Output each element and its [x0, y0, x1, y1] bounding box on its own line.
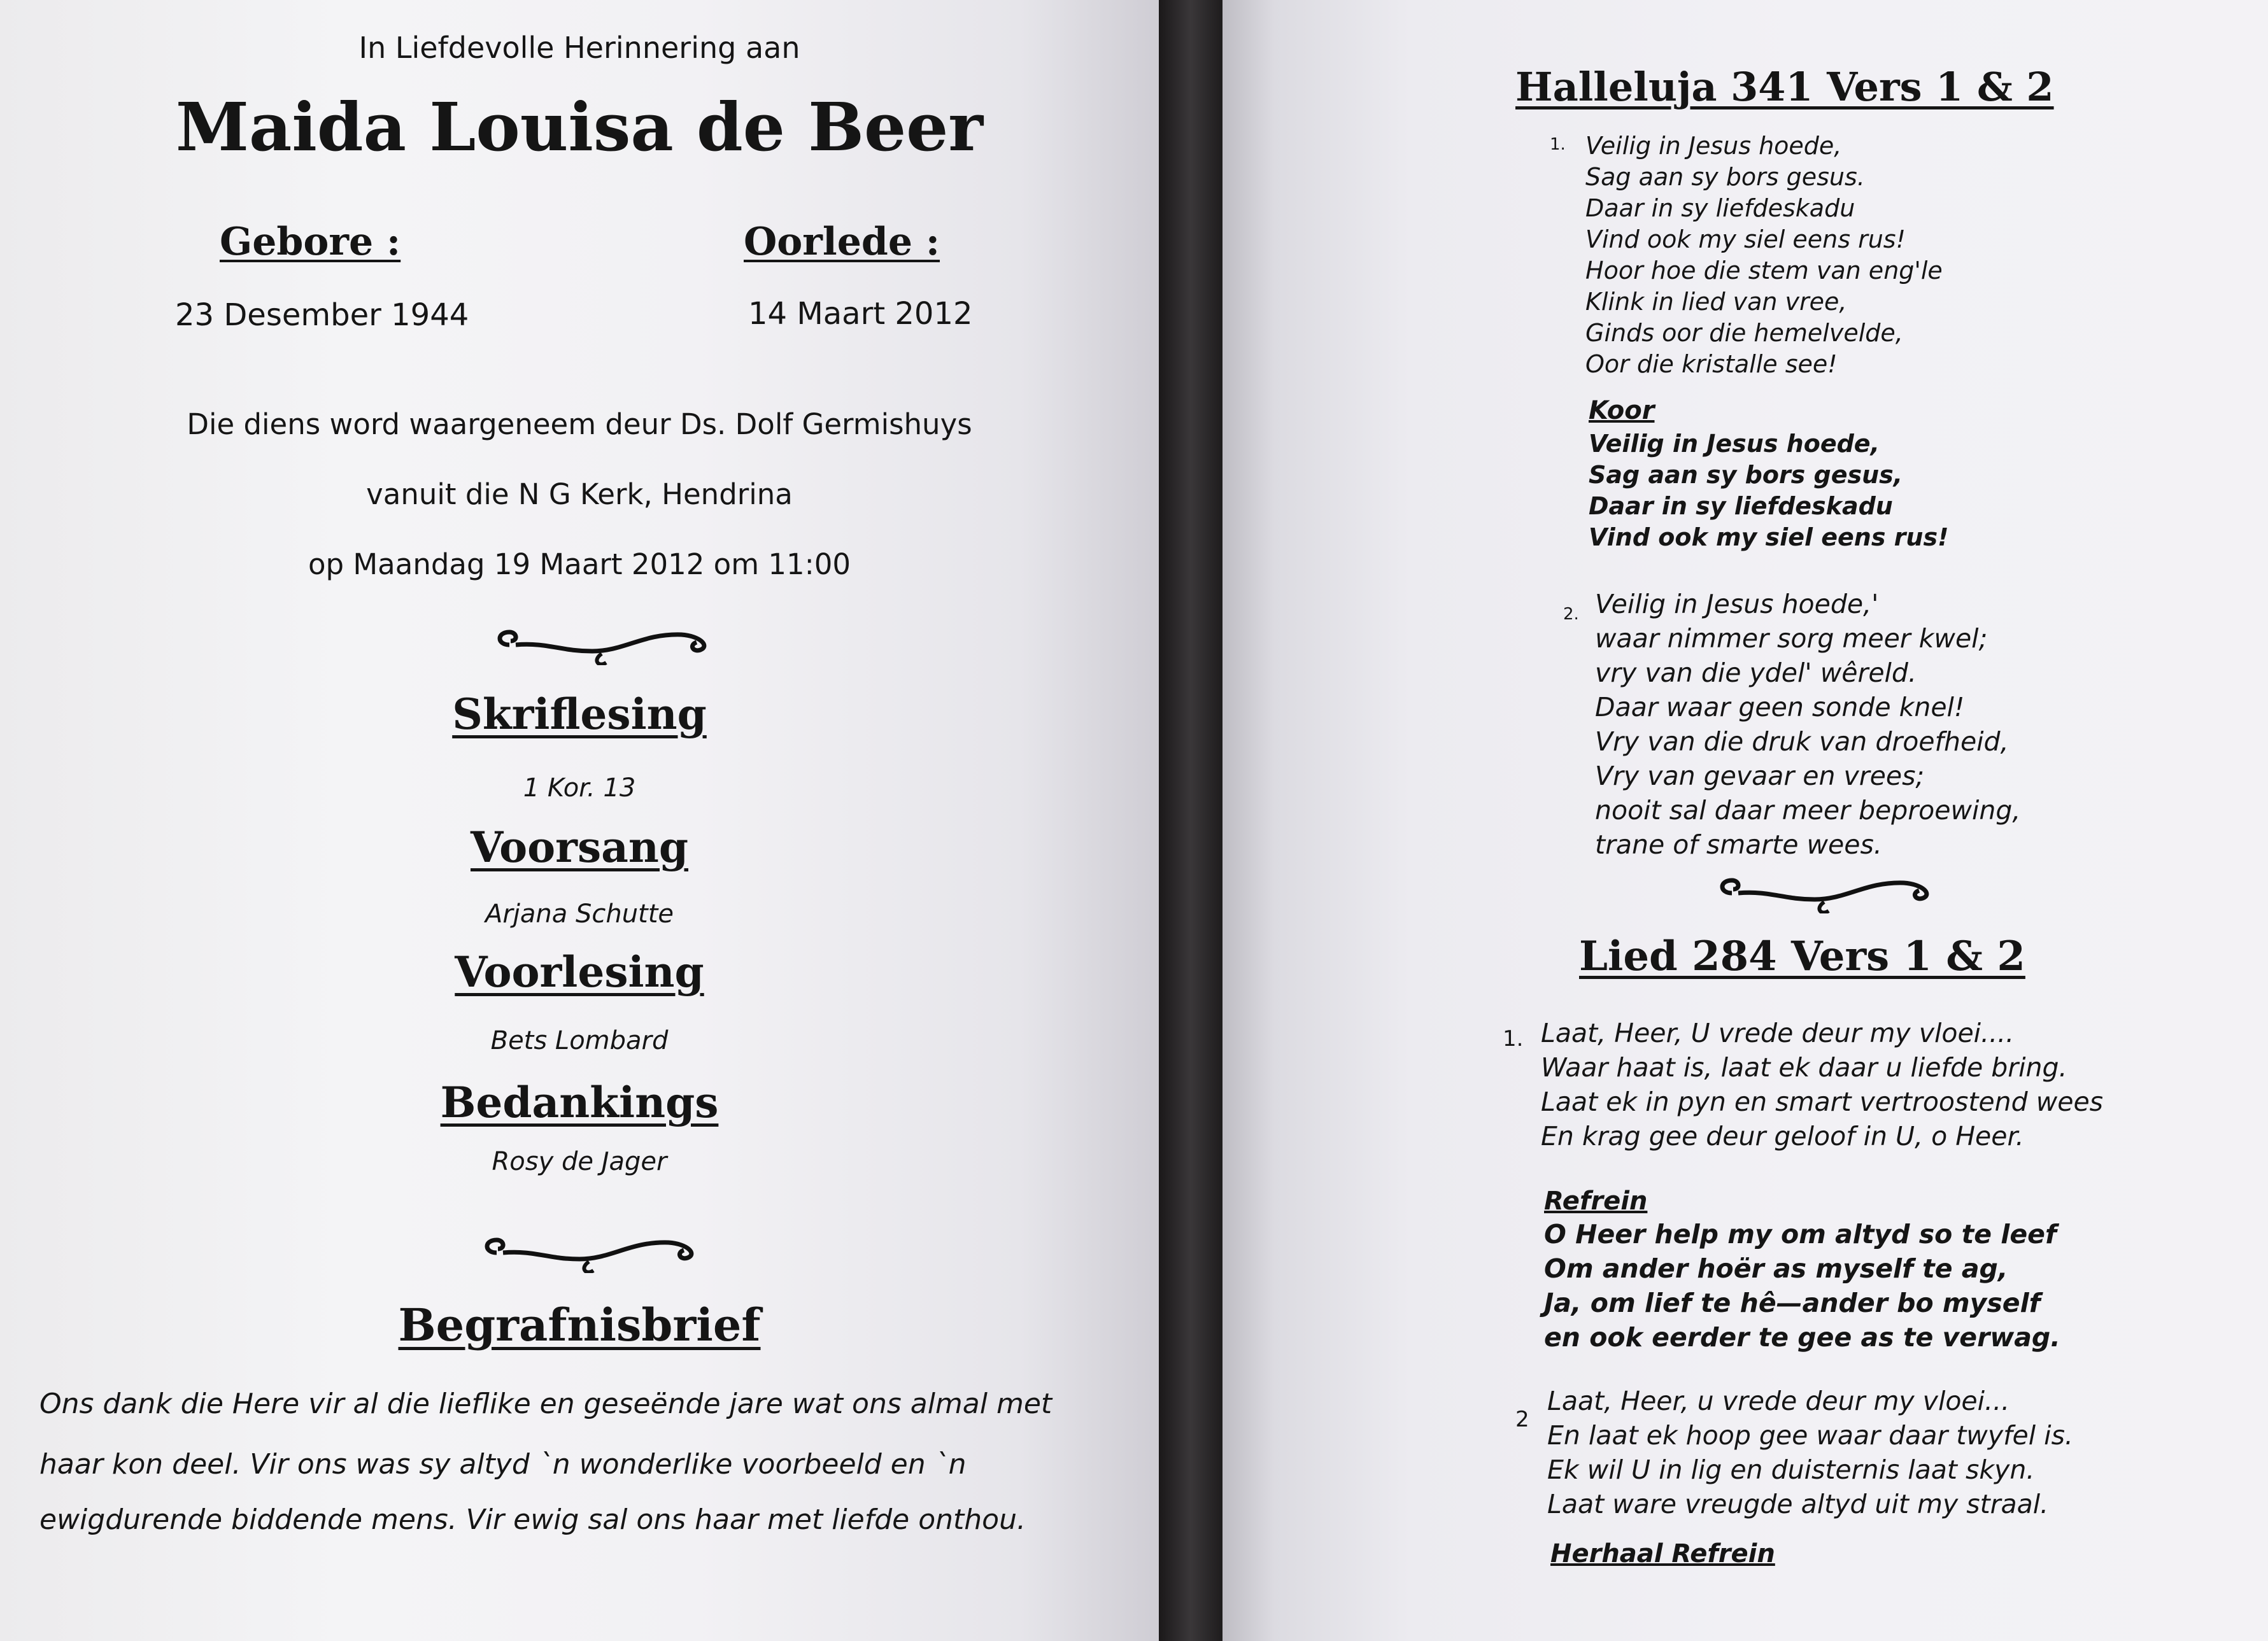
lyric-line: Daar in sy liefdeskadu — [1589, 492, 1893, 520]
lyric-line: Sag aan sy bors gesus, — [1589, 461, 1903, 489]
lyric-line: Waar haat is, laat ek daar u liefde bring. — [1541, 1052, 2067, 1083]
service-line-1: Die diens word waargeneem deur Ds. Dolf Germishuys — [187, 407, 972, 441]
hymn2-verse1 — [1541, 1016, 2103, 1153]
lyric-line: Hoor hoe die stem van eng'le — [1585, 257, 1943, 285]
died-date: 14 Maart 2012 — [748, 296, 973, 332]
lyric-line: Vry van gevaar en vrees; — [1595, 761, 1925, 791]
hymn1-verse2 — [1595, 587, 2020, 862]
lyric-line: Veilig in Jesus hoede, — [1589, 430, 1880, 458]
service-line-2: vanuit die N G Kerk, Hendrina — [366, 477, 793, 511]
hymn2-refrain — [1544, 1217, 2060, 1355]
detail-skriflesing: 1 Kor. 13 — [523, 773, 636, 803]
refrain-label: Refrein — [1544, 1187, 1648, 1216]
hymn2-verse2 — [1547, 1384, 2073, 1521]
born-label: Gebore : — [220, 220, 401, 264]
lyric-line: En krag gee deur geloof in U, o Heer. — [1541, 1121, 2024, 1152]
hymn2-verse1-number: 1. — [1503, 1026, 1524, 1052]
hymn1-chorus — [1589, 428, 1948, 553]
lyric-line: en ook eerder te gee as te verwag. — [1544, 1322, 2060, 1353]
died-label: Oorlede : — [744, 220, 940, 264]
lyric-line: Vind ook my siel eens rus! — [1589, 523, 1949, 551]
detail-bedankings: Rosy de Jager — [492, 1147, 667, 1176]
ornament-divider-1 — [490, 621, 726, 665]
lyric-line: Veilig in Jesus hoede,' — [1595, 589, 1879, 619]
intro-text: In Liefdevolle Herinnering aan — [358, 31, 800, 65]
hymn2-verse2-number: 2 — [1515, 1407, 1529, 1432]
lyric-line: waar nimmer sorg meer kwel; — [1595, 623, 1988, 654]
deceased-name: Maida Louisa de Beer — [175, 88, 984, 166]
lyric-line: Vind ook my siel eens rus! — [1585, 225, 1906, 253]
lyric-line: trane of smarte wees. — [1595, 829, 1882, 860]
hymn1-verse1-number: 1. — [1550, 135, 1566, 154]
ornament-divider-3 — [1713, 869, 1948, 913]
book-spine — [1159, 0, 1223, 1641]
lyric-line: Ek wil U in lig en duisternis laat skyn. — [1547, 1454, 2035, 1485]
detail-voorsang: Arjana Schutte — [485, 899, 674, 929]
hymn2-title: Lied 284 Vers 1 & 2 — [1579, 933, 2025, 980]
lyric-line: O Heer help my om altyd so te leef — [1544, 1219, 2057, 1250]
lyric-line: Laat, Heer, U vrede deur my vloei.... — [1541, 1018, 2015, 1048]
lyric-line: Veilig in Jesus hoede, — [1585, 132, 1842, 160]
lyric-line: Laat ware vreugde altyd uit my straal. — [1547, 1489, 2049, 1519]
lyric-line: Daar in sy liefdeskadu — [1585, 194, 1855, 222]
heading-voorsang: Voorsang — [470, 822, 689, 872]
letter-line-1: Ons dank die Here vir al die lieflike en geseënde jare wat ons almal met — [39, 1388, 1052, 1420]
heading-bedankings: Bedankings — [440, 1078, 719, 1127]
heading-skriflesing: Skriflesing — [452, 689, 707, 739]
born-date: 23 Desember 1944 — [175, 297, 469, 333]
heading-begrafnisbrief: Begrafnisbrief — [398, 1299, 761, 1351]
ornament-divider-2 — [478, 1229, 713, 1273]
lyric-line: Klink in lied van vree, — [1585, 288, 1847, 316]
lyric-line: Sag aan sy bors gesus. — [1585, 163, 1865, 191]
service-line-3: op Maandag 19 Maart 2012 om 11:00 — [308, 547, 851, 581]
heading-voorlesing: Voorlesing — [455, 947, 704, 997]
letter-line-2: haar kon deel. Vir ons was sy altyd `n wonderlike voorbeeld en `n — [39, 1448, 967, 1481]
lyric-line: Vry van die druk van droefheid, — [1595, 726, 2009, 757]
lyric-line: Ginds oor die hemelvelde, — [1585, 319, 1903, 347]
lyric-line: nooit sal daar meer beproewing, — [1595, 795, 2021, 826]
hymn1-verse2-number: 2. — [1563, 605, 1579, 624]
right-page — [1223, 0, 2268, 1641]
lyric-line: Om ander hoër as myself te ag, — [1544, 1253, 2008, 1284]
lyric-line: Ja, om lief te hê—ander bo myself — [1544, 1288, 2041, 1318]
detail-voorlesing: Bets Lombard — [490, 1026, 669, 1055]
lyric-line: Daar waar geen sonde knel! — [1595, 692, 1965, 722]
hymn1-title: Halleluja 341 Vers 1 & 2 — [1515, 64, 2054, 110]
lyric-line: Laat ek in pyn en smart vertroostend wees — [1541, 1087, 2104, 1117]
lyric-line: Laat, Heer, u vrede deur my vloei... — [1547, 1386, 2010, 1416]
lyric-line: En laat ek hoop gee waar daar twyfel is. — [1547, 1420, 2073, 1451]
repeat-refrain-label: Herhaal Refrein — [1550, 1539, 1775, 1568]
lyric-line: vry van die ydel' wêreld. — [1595, 658, 1917, 688]
hymn1-verse1 — [1585, 130, 1943, 380]
chorus-label: Koor — [1589, 396, 1655, 425]
lyric-line: Oor die kristalle see! — [1585, 350, 1838, 378]
letter-line-3: ewigdurende biddende mens. Vir ewig sal ons haar met liefde onthou. — [39, 1504, 1026, 1536]
